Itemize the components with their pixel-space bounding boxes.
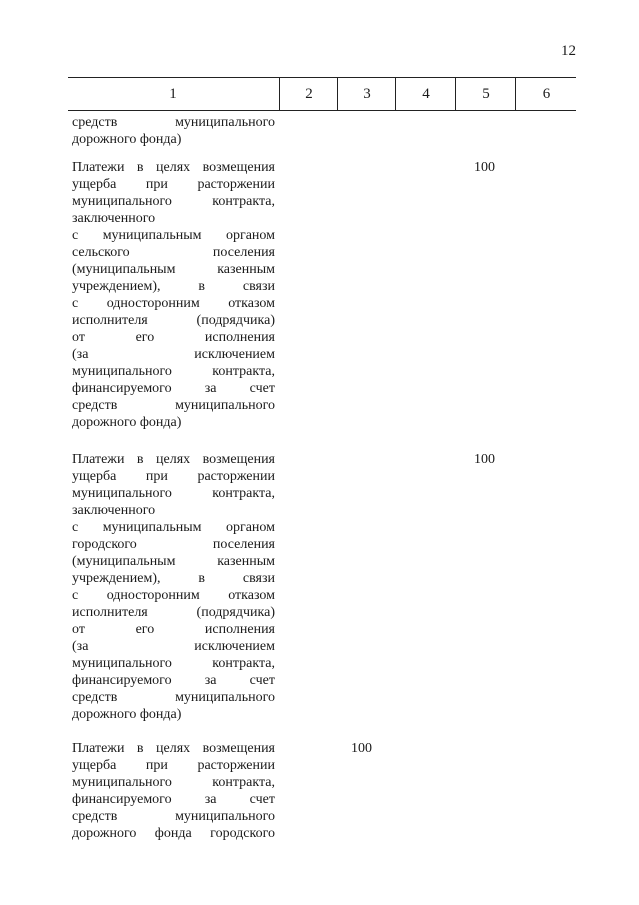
amount-value: 100 (474, 452, 495, 467)
description-line: ущерба при расторжении (72, 469, 275, 484)
description-line: ущерба при расторжении (72, 177, 275, 192)
description-line: Платежи в целях возмещения (72, 160, 275, 175)
description-line: от его исполнения (72, 330, 275, 345)
description-line: заключенного (72, 503, 156, 518)
description-line: учреждением), в связи (72, 279, 275, 294)
description-line: средств муниципального (72, 690, 275, 705)
description-line: с муниципальным органом (72, 520, 275, 535)
description-line: (за исключением (72, 639, 275, 654)
description-line: ущерба при расторжении (72, 758, 275, 773)
description-line: муниципального контракта, (72, 656, 275, 671)
header-cell-3: 3 (337, 78, 396, 110)
description-line: средств муниципального (72, 115, 275, 130)
description-line: дорожного фонда) (72, 707, 182, 722)
description-line: муниципального контракта, (72, 364, 275, 379)
amount-value: 100 (351, 741, 372, 756)
description-line: от его исполнения (72, 622, 275, 637)
description-line: муниципального контракта, (72, 194, 275, 209)
description-line: (муниципальным казенным (72, 554, 275, 569)
header-cell-4: 4 (395, 78, 456, 110)
description-line: финансируемого за счет (72, 381, 275, 396)
description-line: с односторонним отказом (72, 588, 275, 603)
table-header-row (68, 77, 576, 111)
description-line: с односторонним отказом (72, 296, 275, 311)
description-line: учреждением), в связи (72, 571, 275, 586)
page-number: 12 (561, 43, 576, 59)
description-line: средств муниципального (72, 398, 275, 413)
header-cell-6: 6 (515, 78, 577, 110)
description-line: (муниципальным казенным (72, 262, 275, 277)
description-line: городского поселения (72, 537, 275, 552)
description-line: исполнителя (подрядчика) (72, 313, 275, 328)
description-line: дорожного фонда) (72, 132, 182, 147)
amount-value: 100 (474, 160, 495, 175)
header-cell-5: 5 (455, 78, 516, 110)
description-line: с муниципальным органом (72, 228, 275, 243)
description-line: (за исключением (72, 347, 275, 362)
description-line: сельского поселения (72, 245, 275, 260)
description-line: заключенного (72, 211, 156, 226)
description-line: исполнителя (подрядчика) (72, 605, 275, 620)
description-line: Платежи в целях возмещения (72, 741, 275, 756)
description-line: финансируемого за счет (72, 792, 275, 807)
description-line: муниципального контракта, (72, 775, 275, 790)
description-line: финансируемого за счет (72, 673, 275, 688)
description-line: дорожного фонда городского (72, 826, 275, 841)
header-cell-1: 1 (169, 86, 177, 102)
description-line: средств муниципального (72, 809, 275, 824)
description-line: муниципального контракта, (72, 486, 275, 501)
description-line: Платежи в целях возмещения (72, 452, 275, 467)
description-line: дорожного фонда) (72, 415, 182, 430)
header-cell-2: 2 (279, 78, 338, 110)
